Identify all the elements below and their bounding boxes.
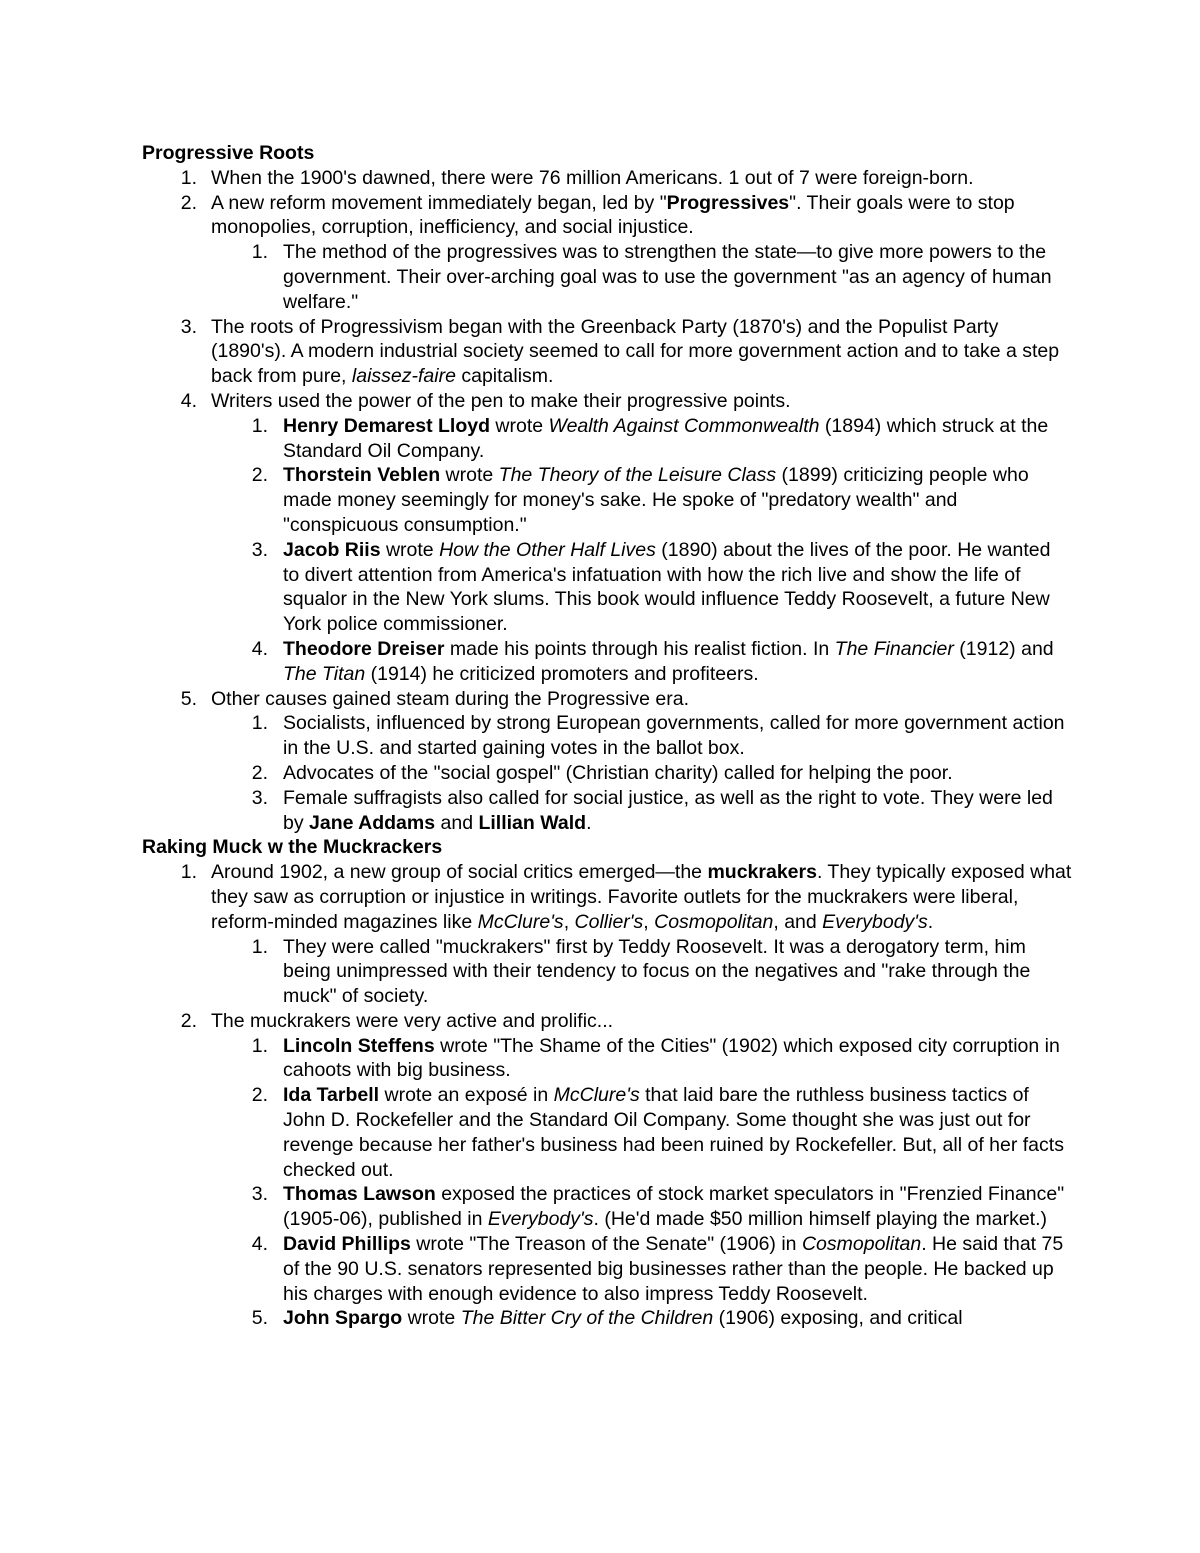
sub-list-item (142, 1083, 1072, 1182)
sub-list-item (142, 637, 1072, 687)
list-item (142, 166, 1072, 191)
text-run: Socialists, influenced by strong European governments, called for more government action in the U.S. and started gaining votes in the ballot box. (283, 712, 1065, 760)
text-run: wrote (440, 464, 499, 487)
list-number: 1. (251, 241, 268, 264)
text-run: wrote an exposé in (379, 1084, 554, 1107)
list-number: 4. (251, 1233, 268, 1256)
text-run: , (563, 910, 575, 933)
italic-text: The Financier (834, 637, 954, 660)
sub-list-item (142, 1232, 1072, 1306)
text-run: A new reform movement immediately began, led by " (211, 191, 667, 214)
bold-text: John Spargo (283, 1307, 403, 1330)
sub-list-item (142, 711, 1072, 761)
bold-text: Ida Tarbell (283, 1084, 380, 1107)
list-number: 5. (180, 687, 197, 710)
sub-list-item (142, 761, 1072, 786)
list-number: 1. (180, 166, 197, 189)
text-run: . (586, 811, 592, 834)
list-number: 1. (251, 935, 268, 958)
bold-text: muckrakers (707, 861, 817, 884)
text-run: , (643, 910, 655, 933)
text-run: They were called "muckrakers" first by Teddy Roosevelt. It was a derogatory term, him being unimpressed with their tendency to focus on the negatives and "rake through the muck" of society. (283, 935, 1031, 1008)
bold-text: Henry Demarest Lloyd (283, 414, 490, 437)
list-number: 2. (251, 464, 268, 487)
sub-list-item (142, 786, 1072, 836)
text-run: The method of the progressives was to strengthen the state—to give more powers to the government. Their over-arching goal was to use the government "as an agency of human welfare." (283, 241, 1052, 313)
text-run: exposed the practices of stock market speculators in "Frenzied Finance" (1905-06), published in (283, 1183, 1065, 1231)
section-heading: Raking Muck w the Muckrackers (142, 836, 443, 859)
sub-list-item (142, 414, 1072, 464)
sub-list-item (142, 538, 1072, 637)
text-run: (1912) and (953, 637, 1054, 660)
italic-text: Cosmopolitan (801, 1233, 922, 1256)
text-run: Other causes gained steam during the Progressive era. (211, 687, 690, 710)
sub-list-item (142, 1306, 1072, 1331)
text-run: and (435, 811, 479, 834)
list-number: 3. (251, 1183, 268, 1206)
italic-text: Everybody's (822, 910, 928, 933)
list-number: 4. (180, 389, 197, 412)
text-run: that laid bare the ruthless business tactics of John D. Rockefeller and the Standard Oil Company. Some thought she was just out for revenge because her father's business had been ruined by Rockefeller. But, all of her facts checked out. (283, 1084, 1064, 1181)
list-number: 3. (180, 315, 197, 338)
list-number: 2. (180, 1009, 197, 1032)
list-number: 1. (251, 414, 268, 437)
text-run: Female suffragists also called for social justice, as well as the right to vote. They were led by (283, 786, 1053, 834)
italic-text: Cosmopolitan (654, 910, 774, 933)
text-run: (1890) about the lives of the poor. He wanted to divert attention from America's infatuation with how the rich live and show the life of squalor in the New York slums. This book would influence Teddy Roosevelt, a future New York police commissioner. (283, 538, 1051, 636)
text-run: wrote "The Shame of the Cities" (1902) which exposed city corruption in cahoots with big business. (283, 1034, 1060, 1082)
list-number: 3. (251, 538, 268, 561)
text-run: made his points through his realist fiction. In (444, 637, 835, 660)
numbered-list (142, 166, 1072, 836)
bold-text: Jacob Riis (283, 538, 381, 561)
text-run: , and (773, 910, 823, 933)
text-run: When the 1900's dawned, there were 76 million Americans. 1 out of 7 were foreign-born. (211, 166, 974, 189)
text-run: The roots of Progressivism began with the Greenback Party (1870's) and the Populist Party (1890's). A modern industrial society seemed to call for more government action and to take a step back from pure, (211, 315, 1060, 388)
sub-list-item (142, 240, 1072, 314)
bold-text: Progressives (666, 191, 790, 214)
list-item (142, 315, 1072, 389)
text-run: wrote (380, 538, 440, 561)
italic-text: McClure's (477, 910, 564, 933)
bold-text: Jane Addams (309, 811, 436, 834)
bold-text: Thorstein Veblen (283, 464, 441, 487)
bold-text: Thomas Lawson (283, 1183, 436, 1206)
list-number: 1. (251, 1034, 268, 1057)
bold-text: David Phillips (283, 1233, 411, 1256)
text-run: . (927, 910, 934, 933)
list-number: 2. (251, 761, 268, 784)
text-run: wrote (490, 414, 549, 437)
bold-text: Theodore Dreiser (283, 637, 445, 660)
text-run: wrote (402, 1307, 461, 1330)
bold-text: Lincoln Steffens (283, 1034, 435, 1057)
text-run: wrote "The Treason of the Senate" (1906) in (410, 1233, 802, 1256)
list-number: 2. (251, 1084, 268, 1107)
italic-text: Everybody's (487, 1208, 594, 1231)
text-run: capitalism. (455, 365, 554, 388)
italic-text: laissez-faire (351, 365, 456, 388)
list-number: 3. (251, 786, 268, 809)
text-run: (1906) exposing, and critical (713, 1307, 963, 1330)
sub-list-item (142, 935, 1072, 1009)
list-number: 4. (251, 637, 268, 660)
list-number: 2. (180, 191, 197, 214)
list-item (142, 1009, 1072, 1034)
text-run: Writers used the power of the pen to make their progressive points. (211, 389, 791, 412)
italic-text: McClure's (553, 1084, 640, 1107)
list-item (142, 860, 1072, 934)
text-run: Around 1902, a new group of social critics emerged—the (211, 861, 708, 884)
list-item (142, 191, 1072, 241)
list-number: 1. (251, 712, 268, 735)
list-item (142, 687, 1072, 712)
bold-text: Lillian Wald (478, 811, 587, 834)
text-run: ". Their goals were to stop monopolies, corruption, inefficiency, and social injustice. (211, 191, 1015, 239)
list-item (142, 389, 1072, 414)
italic-text: How the Other Half Lives (439, 538, 656, 561)
text-run: (1894) which struck at the Standard Oil Company. (283, 414, 1049, 462)
list-number: 1. (180, 861, 197, 884)
text-run: Advocates of the "social gospel" (Christian charity) called for helping the poor. (283, 761, 953, 784)
italic-text: The Titan (283, 662, 366, 685)
section-heading: Progressive Roots (142, 142, 315, 164)
italic-text: Collier's (574, 910, 644, 933)
text-run: . He said that 75 of the 90 U.S. senators represented big businesses rather than the people. He backed up his charges with enough evidence to also impress Teddy Roosevelt. (283, 1233, 1064, 1305)
list-number: 5. (251, 1307, 268, 1330)
text-run: (1899) criticizing people who made money seemingly for money's sake. He spoke of "predatory wealth" and "conspicuous consumption." (283, 464, 1029, 536)
text-run: . They typically exposed what they saw as corruption or injustice in writings. Favorite outlets for the muckrakers were liberal, reform-minded magazines like (211, 861, 1072, 933)
sub-list-item (142, 1034, 1072, 1084)
italic-text: Wealth Against Commonwealth (548, 414, 820, 437)
numbered-list (142, 860, 1072, 1331)
text-run: The muckrakers were very active and prolific... (211, 1009, 614, 1032)
sub-list-item (142, 1182, 1072, 1232)
text-run: . (He'd made $50 million himself playing the market.) (593, 1208, 1047, 1231)
italic-text: The Theory of the Leisure Class (498, 464, 777, 487)
document-body (142, 141, 1072, 1331)
sub-list-item (142, 463, 1072, 537)
text-run: (1914) he criticized promoters and profiteers. (365, 662, 759, 685)
italic-text: The Bitter Cry of the Children (460, 1307, 714, 1330)
